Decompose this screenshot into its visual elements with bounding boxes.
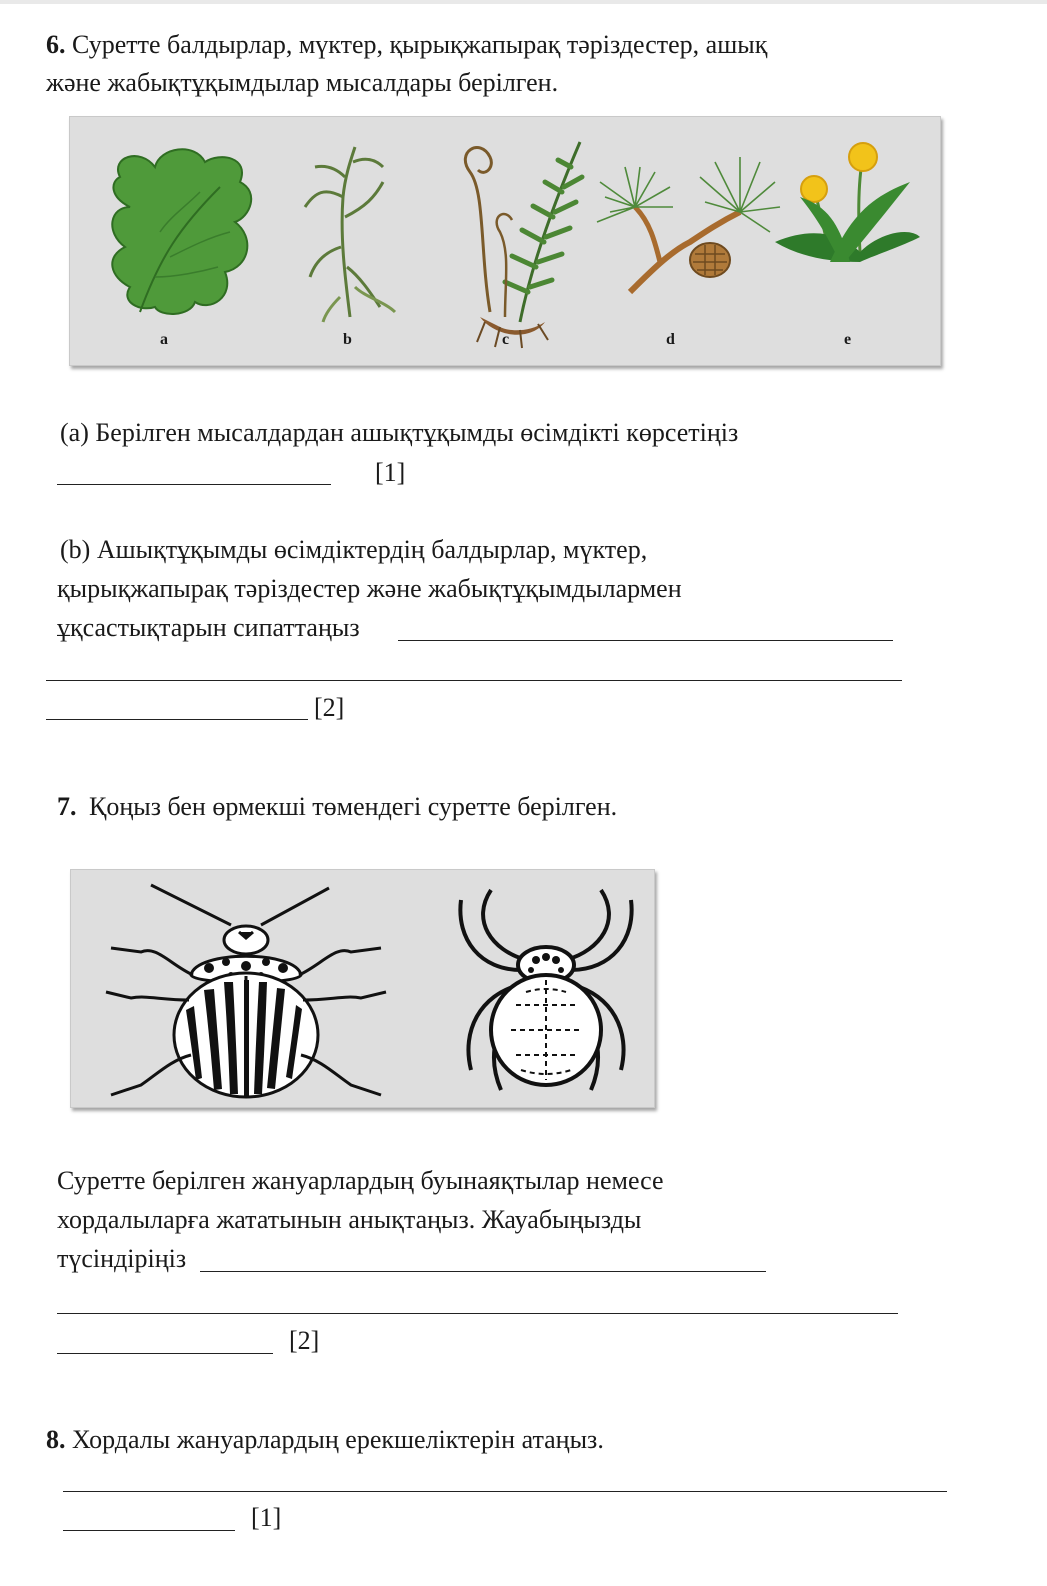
question-6a-mark: [1] (375, 458, 406, 487)
label-c: c (502, 331, 510, 348)
question-6-number: 6. (46, 30, 66, 59)
fern-image (465, 142, 582, 348)
answer-line-6b-1[interactable] (398, 640, 893, 641)
answer-line-6a[interactable] (57, 484, 331, 485)
question-8-number: 8. (46, 1425, 66, 1454)
label-b: b (343, 331, 352, 348)
dandelion-image (775, 143, 920, 262)
moss-image (305, 147, 395, 322)
arthropod-figure (70, 869, 655, 1108)
answer-line-8-1[interactable] (63, 1491, 947, 1492)
question-6a-text: (а) Берілген мысалдардан ашықтұқымды өсімдікті көрсетіңіз (60, 418, 739, 447)
top-edge (0, 0, 1047, 4)
question-6b-line-1: (b) Ашықтұқымды өсімдіктердің балдырлар, мүктер, (60, 535, 648, 564)
question-6b-line-3: ұқсастықтарын сипаттаңыз (57, 613, 360, 642)
question-7-number: 7. (57, 792, 77, 821)
question-6-line-1 (46, 26, 767, 64)
question-7-line-3: түсіндіріңіз (57, 1244, 187, 1273)
arthropod-illustrations (71, 870, 654, 1107)
question-6b-line-2: қырықжапырақ тәріздестер және жабықтұқымдылармен (57, 574, 682, 603)
label-e: e (844, 331, 852, 348)
plant-illustrations (70, 117, 940, 365)
answer-line-8-2[interactable] (63, 1530, 235, 1531)
question-7-line-1: Суретте берілген жануарлардың буынаяқтылар немесе (57, 1166, 664, 1195)
question-7-heading (57, 788, 617, 826)
question-6b-mark: [2] (314, 693, 345, 722)
question-6-line-2: және жабықтұқымдылар мысалдары берілген. (46, 68, 559, 97)
question-8-heading (46, 1421, 604, 1459)
pine-image (597, 157, 780, 292)
spider-image (460, 890, 631, 1090)
plant-figure (69, 116, 941, 366)
answer-line-7-3[interactable] (57, 1353, 273, 1354)
question-7-mark: [2] (289, 1326, 320, 1355)
question-7-title: Қоңыз бен өрмекші төмендегі суретте берілген. (89, 792, 618, 821)
label-a: a (160, 331, 168, 348)
answer-line-7-2[interactable] (57, 1313, 898, 1314)
question-7-line-2: хордалыларға жататынын анықтаңыз. Жауабыңызды (57, 1205, 642, 1234)
label-d: d (666, 331, 675, 348)
answer-line-6b-3[interactable] (46, 719, 308, 720)
question-6-text-1: Суретте балдырлар, мүктер, қырықжапырақ тәріздестер, ашық (72, 30, 768, 59)
question-8-mark: [1] (251, 1503, 282, 1532)
answer-line-7-1[interactable] (200, 1271, 766, 1272)
alga-image (112, 149, 251, 314)
question-8-title: Хордалы жануарлардың ерекшеліктерін атаңыз. (72, 1425, 604, 1454)
beetle-image (106, 885, 386, 1097)
answer-line-6b-2[interactable] (46, 680, 902, 681)
